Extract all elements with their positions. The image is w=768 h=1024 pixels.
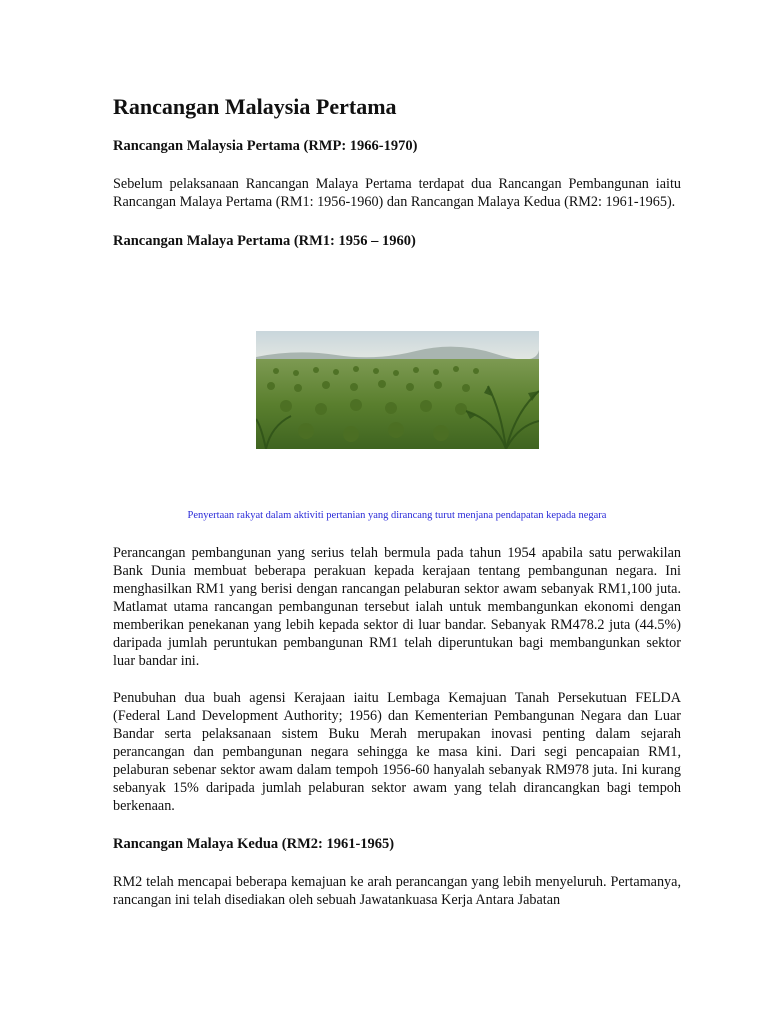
intro-paragraph: Sebelum pelaksanaan Rancangan Malaya Pertama terdapat dua Rancangan Pembangunan iaitu Rancangan Malaya Pertama (RM1: 1956-1960) dan Rancangan Malaya Kedua (RM2: 1961-1965). — [113, 176, 681, 210]
rmp-heading: Rancangan Malaysia Pertama (RMP: 1966-1970) — [113, 138, 418, 154]
document-title: Rancangan Malaysia Pertama — [113, 94, 397, 119]
rm1-heading: Rancangan Malaya Pertama (RM1: 1956 – 1960) — [113, 233, 416, 249]
figure-caption: Penyertaan rakyat dalam aktiviti pertanian yang dirancang turut menjana pendapatan kepada negara — [187, 510, 607, 521]
paragraph-felda: Penubuhan dua buah agensi Kerajaan iaitu Lembaga Kemajuan Tanah Persekutuan FELDA (Federal Land Development Authority; 1956) dan Kementerian Pembangunan Negara dan Luar Bandar serta pelaksanaan sistem Buku Merah merupakan inovasi penting dalam sejarah perancangan dan pembangunan negara sehingga ke masa kini. Dari segi pencapaian RM1, pelaburan sebenar sektor awam dalam tempoh 1956-60 hanyalah sebanyak RM978 juta. Ini kurang sebanyak 15% daripada jumlah pelaburan sektor awam yang telah dirancangkan bagi tempoh berkenaan. — [113, 690, 681, 814]
figure — [113, 331, 681, 523]
paragraph-rm2: RM2 telah mencapai beberapa kemajuan ke arah perancangan yang lebih menyeluruh. Pertamanya, rancangan ini telah disediakan oleh sebuah Jawatankuasa Kerja Antara Jabatan — [113, 874, 681, 908]
document-content — [113, 92, 681, 909]
palm-oil-plantation-photo — [256, 331, 539, 449]
paragraph-rm1-planning: Perancangan pembangunan yang serius telah bermula pada tahun 1954 apabila satu perwakilan Bank Dunia membuat beberapa perakuan kepada kerajaan tentang pembangunan negara. Ini menghasilkan RM1 yang berisi dengan rancangan pelaburan sektor awam sebanyak RM1,100 juta. Matlamat utama rancangan pembangunan tersebut ialah untuk membangunkan ekonomi dengan memberikan penekanan yang lebih kepada sektor di luar bandar. Sebanyak RM478.2 juta (44.5%) daripada jumlah peruntukan pembangunan RM1 telah diperuntukan bagi membangunkan sektor luar bandar ini. — [113, 545, 681, 669]
rm2-heading: Rancangan Malaya Kedua (RM2: 1961-1965) — [113, 836, 395, 852]
